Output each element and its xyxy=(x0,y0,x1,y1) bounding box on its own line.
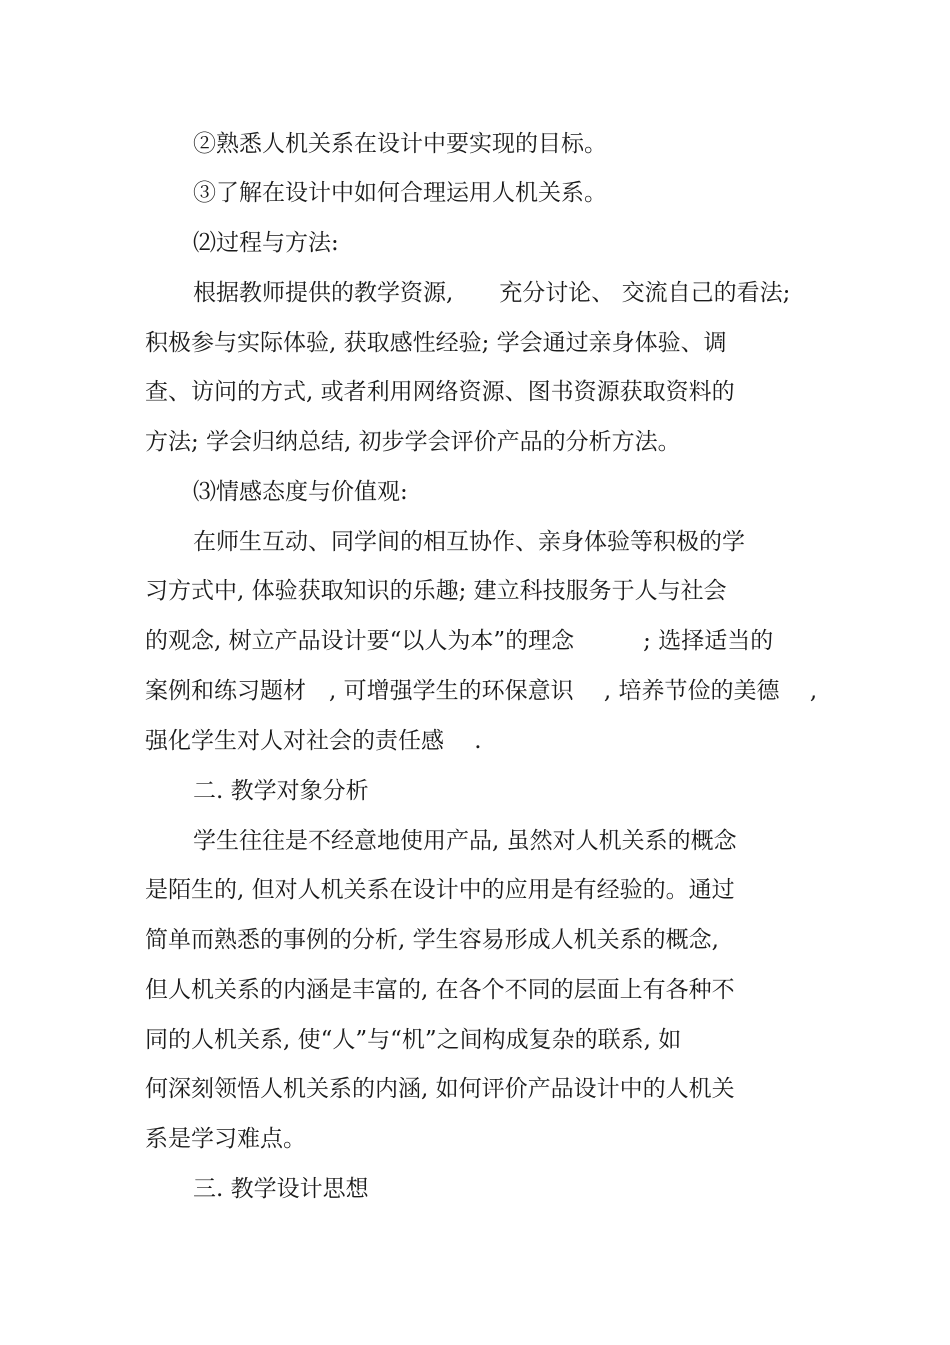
paragraph-line: 在师生互动、同学间的相互协作、亲身体验等积极的学 xyxy=(193,529,745,555)
paragraph-line: 习方式中, 体验获取知识的乐趣; 建立科技服务于人与社会 xyxy=(145,578,727,604)
paragraph-line: 强化学生对人对社会的责任感 . xyxy=(145,728,482,754)
paragraph-line: 查、访问的方式, 或者利用网络资源、图书资源获取资料的 xyxy=(145,379,735,405)
paragraph-line: 根据教师提供的教学资源, 充分讨论、 交流自己的看法; xyxy=(193,280,791,306)
paragraph-line: 方法; 学会归纳总结, 初步学会评价产品的分析方法。 xyxy=(145,429,681,455)
paragraph-line: 的观念, 树立产品设计要“以人为本”的理念 ; 选择适当的 xyxy=(145,628,774,654)
objective-item-2: ②熟悉人机关系在设计中要实现的目标。 xyxy=(193,131,607,157)
section-heading-student-analysis: 二. 教学对象分析 xyxy=(193,778,369,804)
paragraph-line: 但人机关系的内涵是丰富的, 在各个不同的层面上有各种不 xyxy=(145,977,735,1003)
objective-item-3: ③了解在设计中如何合理运用人机关系。 xyxy=(193,180,607,206)
paragraph-line: 学生往往是不经意地使用产品, 虽然对人机关系的概念 xyxy=(193,828,737,854)
paragraph-line: 同的人机关系, 使“人”与“机”之间构成复杂的联系, 如 xyxy=(145,1027,682,1053)
paragraph-line: 何深刻领悟人机关系的内涵, 如何评价产品设计中的人机关 xyxy=(145,1076,735,1102)
paragraph-line: 积极参与实际体验, 获取感性经验; 学会通过亲身体验、调 xyxy=(145,330,727,356)
paragraph-line: 案例和练习题材 , 可增强学生的环保意识 , 培养节俭的美德 , xyxy=(145,678,818,704)
section-heading-process-method: ⑵过程与方法: xyxy=(193,230,339,256)
section-heading-emotion-attitude: ⑶情感态度与价值观: xyxy=(193,479,408,505)
section-heading-design-thinking: 三. 教学设计思想 xyxy=(193,1176,369,1202)
paragraph-line: 是陌生的, 但对人机关系在设计中的应用是有经验的。通过 xyxy=(145,877,735,903)
paragraph-line: 简单而熟悉的事例的分析, 学生容易形成人机关系的概念, xyxy=(145,927,719,953)
paragraph-line: 系是学习难点。 xyxy=(145,1126,306,1152)
